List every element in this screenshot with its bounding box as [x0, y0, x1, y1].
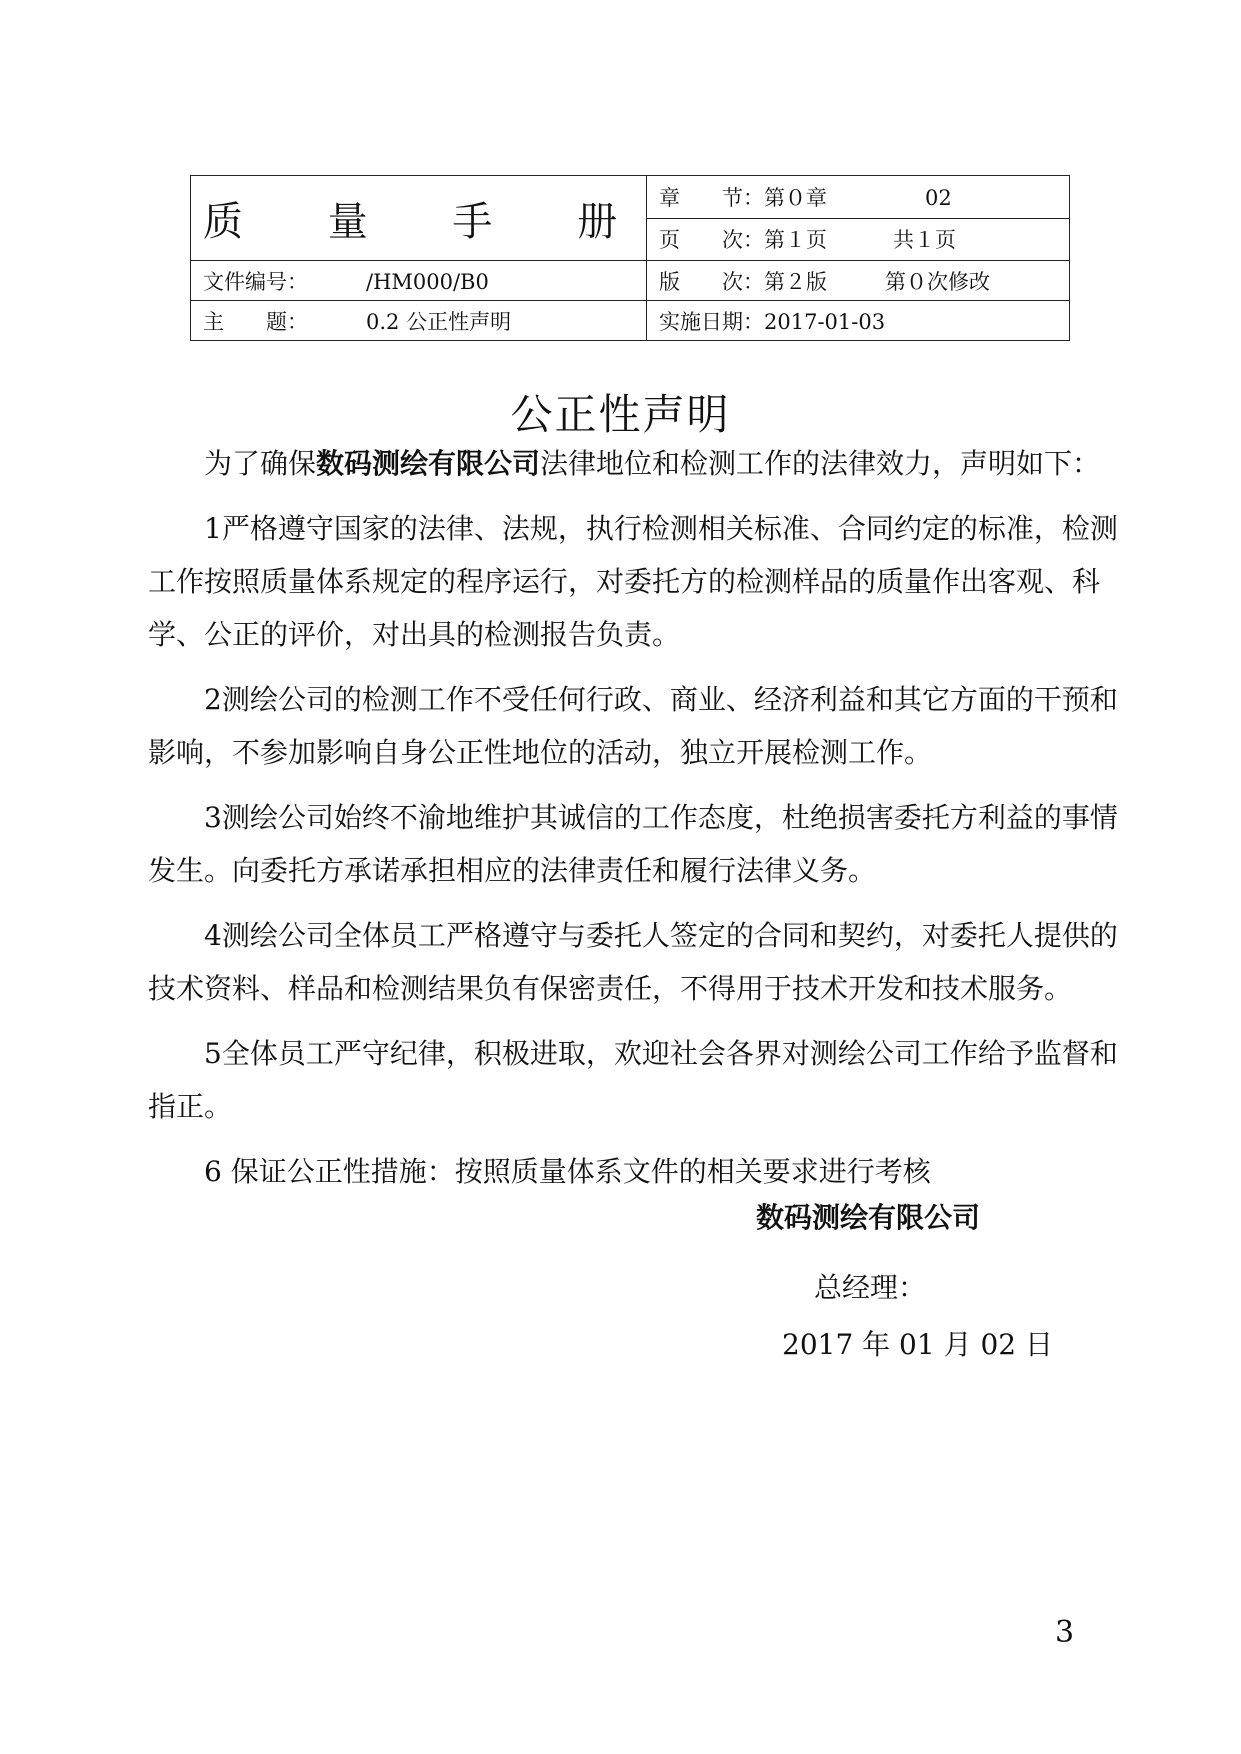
- date-cell: [647, 301, 1070, 341]
- page-label: 页 次：: [659, 228, 764, 253]
- edition-cell: [647, 261, 1070, 301]
- chapter-label: 章 节：: [659, 185, 764, 210]
- doc-no-label: 文件编号：: [203, 269, 308, 294]
- company-name-inline: 数码测绘有限公司: [316, 447, 541, 480]
- signature-company: 数码测绘有限公司: [756, 1201, 981, 1234]
- page-value: 第１页: [764, 228, 827, 253]
- chapter-value: 第０章: [764, 185, 827, 210]
- signature-date: 2017 年 01 月 02 日: [782, 1328, 1054, 1361]
- edition-value: 第２版: [764, 269, 827, 294]
- subject-label: 主 题：: [203, 309, 308, 334]
- statement-item-4: 4测绘公司全体员工严格遵守与委托人签定的合同和契约，对委托人提供的技术资料、样品和检测结果负有保密责任，不得用于技术开发和技术服务。: [148, 919, 1118, 1005]
- document-body: [148, 437, 1143, 1210]
- document-title: 公正性声明: [510, 390, 731, 439]
- statement-item-5: 5全体员工严守纪律，积极进取，欢迎社会各界对测绘公司工作给予监督和指正。: [148, 1037, 1118, 1123]
- intro-paragraph: [148, 437, 1143, 490]
- header-table: [190, 175, 1070, 341]
- page-number: 3: [1055, 1615, 1075, 1650]
- date-label: 实施日期：: [659, 309, 764, 334]
- general-manager-label: 总经理：: [814, 1271, 927, 1304]
- chapter-number: 02: [925, 185, 952, 210]
- statement-item-1: 1严格遵守国家的法律、法规，执行检测相关标准、合同约定的标准，检测工作按照质量体系规定的程序运行，对委托方的检测样品的质量作出客观、科学、公正的评价，对出具的检测报告负责。: [148, 512, 1118, 651]
- doc-no-value: /HM000/B0: [366, 269, 489, 294]
- chapter-cell: [647, 176, 1070, 219]
- doc-no-cell: [191, 261, 647, 301]
- statement-item-3: 3测绘公司始终不渝地维护其诚信的工作态度，杜绝损害委托方利益的事情发生。向委托方承诺承担相应的法律责任和履行法律义务。: [148, 801, 1118, 887]
- subject-value: 0.2 公正性声明: [366, 309, 512, 334]
- statement-item-6: 6 保证公正性措施：按照质量体系文件的相关要求进行考核: [204, 1155, 931, 1188]
- page-total: 共１页: [893, 228, 956, 253]
- intro-suffix: 法律地位和检测工作的法律效力，声明如下：: [540, 447, 1101, 480]
- edition-label: 版 次：: [659, 269, 764, 294]
- subject-cell: [191, 301, 647, 341]
- date-value: 2017-01-03: [764, 309, 886, 334]
- intro-prefix: 为了确保: [204, 447, 317, 480]
- statement-item-2: 2测绘公司的检测工作不受任何行政、商业、经济利益和其它方面的干预和影响，不参加影响自身公正性地位的活动，独立开展检测工作。: [148, 683, 1118, 769]
- revision-value: 第０次修改: [885, 269, 990, 294]
- manual-title: 质 量 手 册: [191, 176, 647, 261]
- page-cell: [647, 218, 1070, 261]
